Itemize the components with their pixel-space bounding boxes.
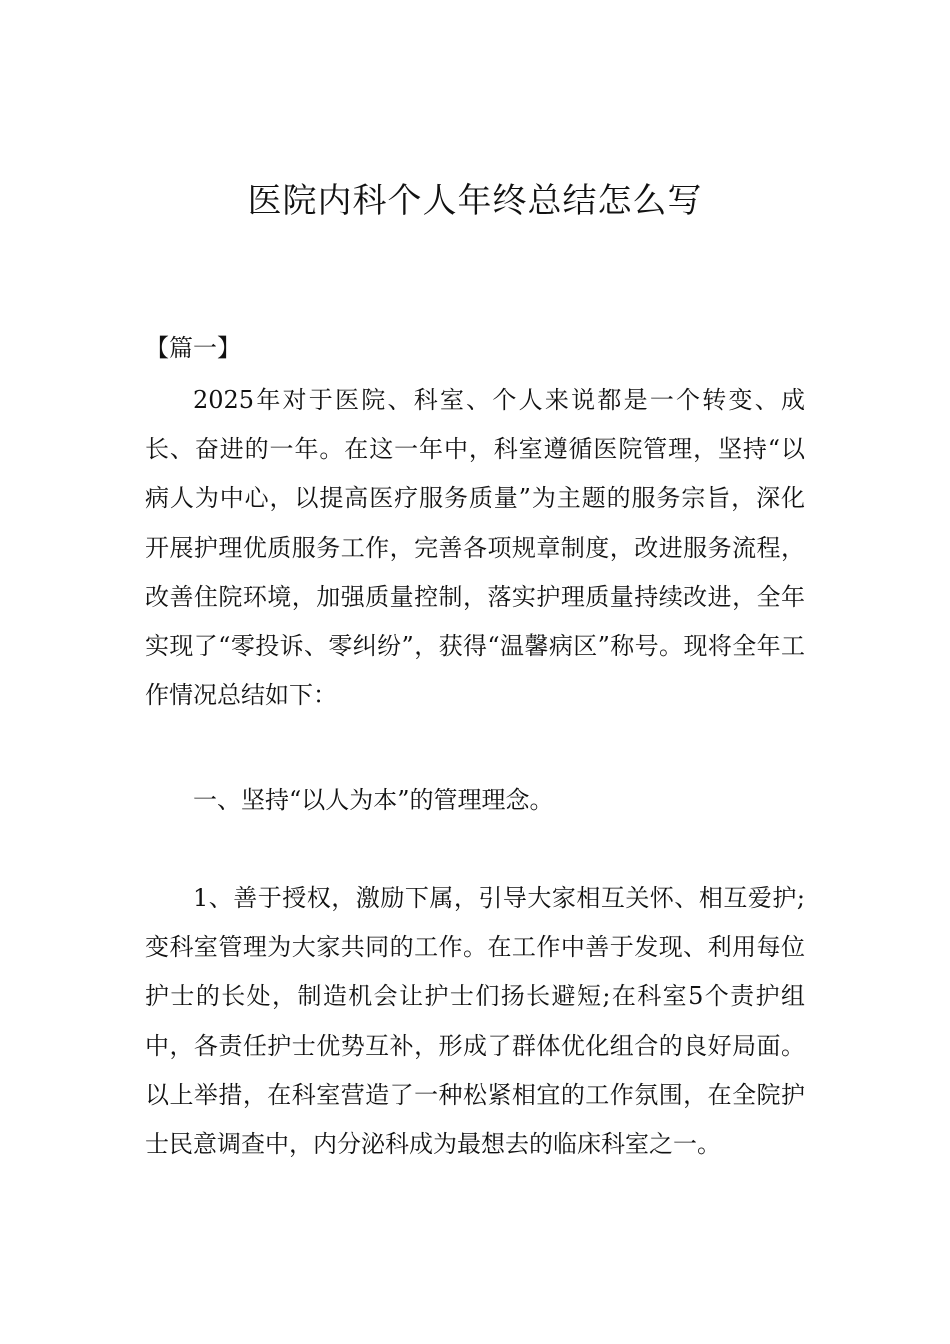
section-label: 【篇一】 [145, 334, 241, 362]
item-paragraph: 1、善于授权，激励下属，引导大家相互关怀、相互爱护;变科室管理为大家共同的工作。在工作中善于发现、利用每位护士的长处，制造机会让护士们扬长避短;在科室5个责护组中，各责任护士优势互补，形成了群体优化组合的良好局面。以上举措，在科室营造了一种松紧相宜的工作氛围，在全院护士民意调查中，内分泌科成为最想去的临床科室之一。 [145, 884, 805, 1159]
section-heading: 一、坚持“以人为本”的管理理念。 [193, 786, 554, 814]
intro-paragraph: 2025年对于医院、科室、个人来说都是一个转变、成长、奋进的一年。在这一年中，科室遵循医院管理，坚持“以病人为中心，以提高医疗服务质量”为主题的服务宗旨，深化开展护理优质服务工作，完善各项规章制度，改进服务流程，改善住院环境，加强质量控制，落实护理质量持续改进，全年实现了“零投诉、零纠纷”，获得“温馨病区”称号。现将全年工作情况总结如下： [145, 386, 805, 710]
document-title: 医院内科个人年终总结怎么写 [247, 181, 703, 221]
